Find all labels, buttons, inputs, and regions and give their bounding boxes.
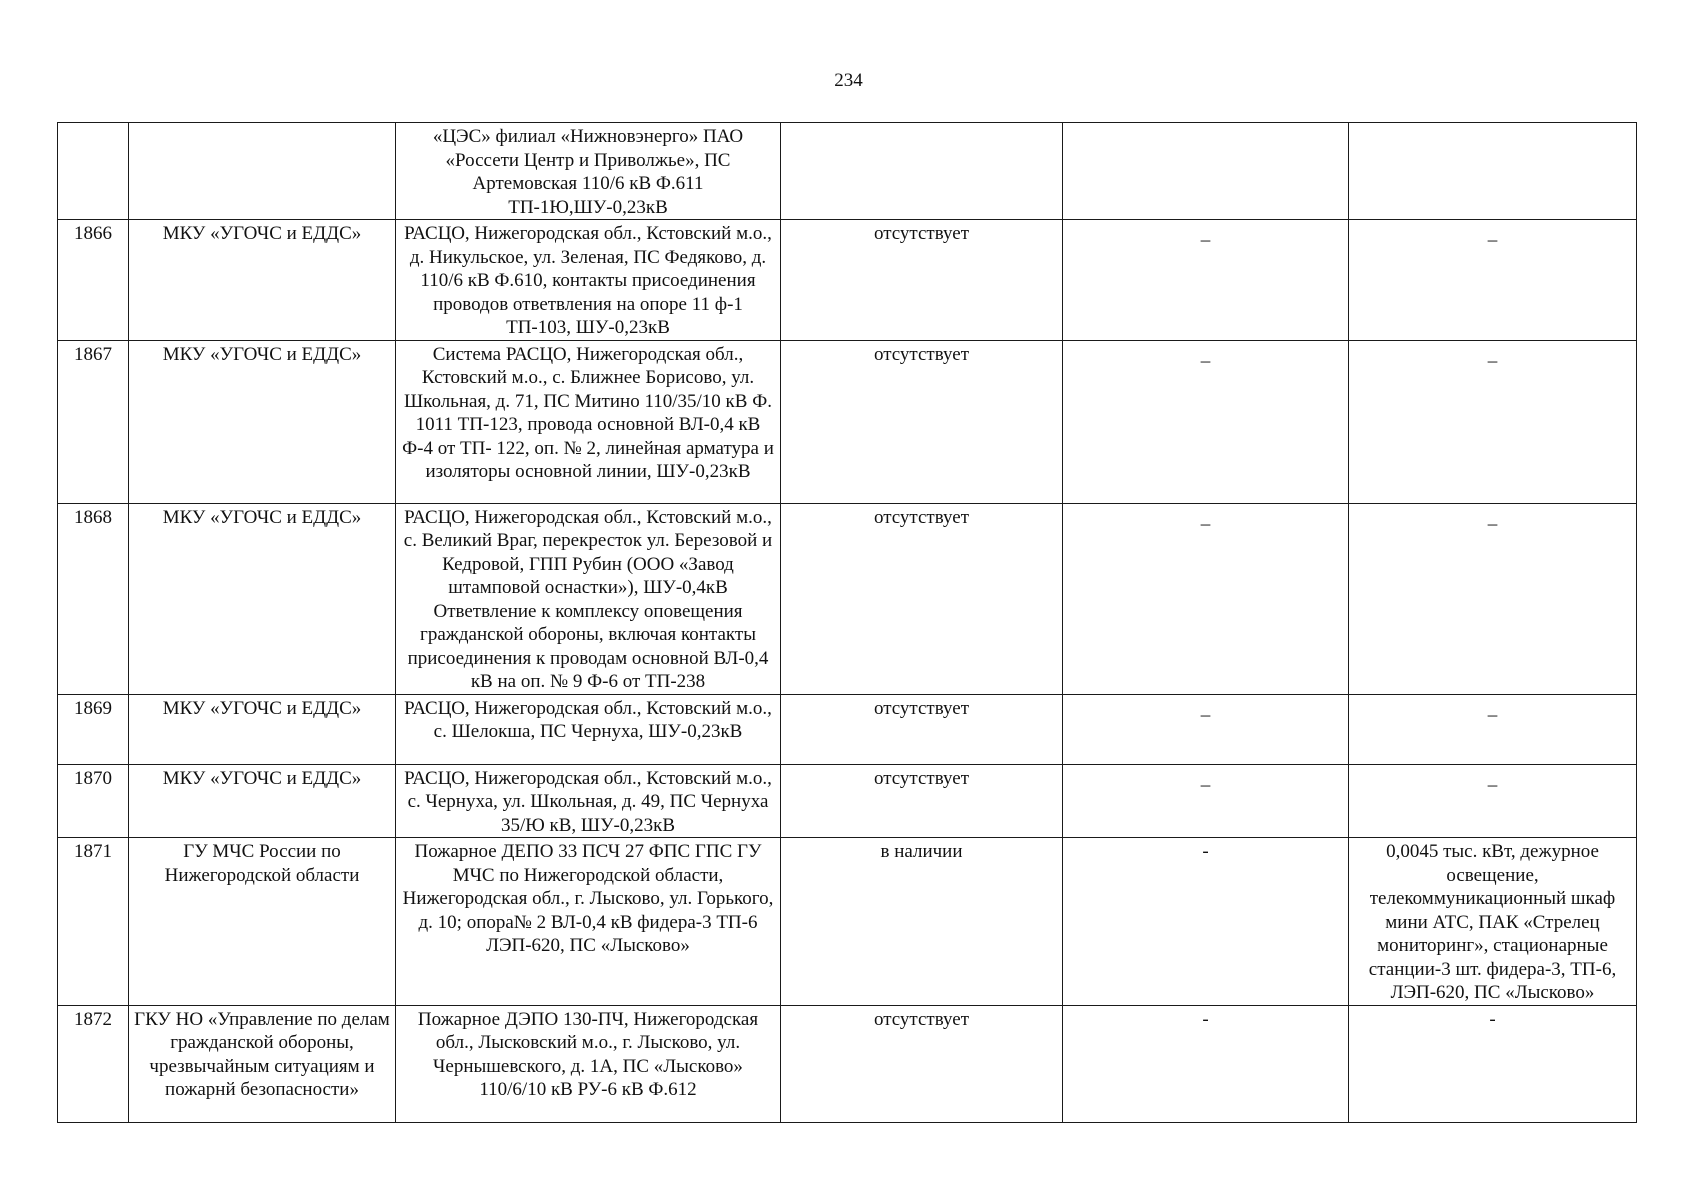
value-cell: - (1063, 838, 1349, 1006)
row-number-cell: 1871 (58, 838, 129, 1006)
object-cell: РАСЦО, Нижегородская обл., Кстовский м.о., д. Никульское, ул. Зеленая, ПС Федяково, д. 110/6 кВ Ф.610, контакты присоединения проводов ответвления на опоре 11 ф-1 ТП-103, ШУ-0,23кВ (396, 220, 781, 341)
status-cell: отсутствует (781, 340, 1063, 503)
details-cell: _ (1349, 764, 1637, 838)
status-cell: отсутствует (781, 503, 1063, 694)
status-cell: в наличии (781, 838, 1063, 1006)
row-number-cell: 1866 (58, 220, 129, 341)
organization-cell: МКУ «УГОЧС и ЕДДС» (129, 694, 396, 764)
details-cell (1349, 123, 1637, 220)
organization-cell: МКУ «УГОЧС и ЕДДС» (129, 503, 396, 694)
details-cell: _ (1349, 220, 1637, 341)
registry-table (57, 122, 1637, 1123)
status-cell: отсутствует (781, 694, 1063, 764)
object-cell: Система РАСЦО, Нижегородская обл., Кстовский м.о., с. Ближнее Борисово, ул. Школьная, д. 71, ПС Митино 110/35/10 кВ Ф. 1011 ТП-123, провода основной ВЛ-0,4 кВ Ф-4 от ТП- 122, оп. № 2, линейная арматура и изоляторы основной линии, ШУ-0,23кВ (396, 340, 781, 503)
value-cell: _ (1063, 340, 1349, 503)
object-cell: РАСЦО, Нижегородская обл., Кстовский м.о., с. Шелокша, ПС Чернуха, ШУ-0,23кВ (396, 694, 781, 764)
value-cell: - (1063, 1005, 1349, 1122)
table-row (58, 1005, 1637, 1122)
details-cell: 0,0045 тыс. кВт, дежурное освещение, телекоммуникационный шкаф мини АТС, ПАК «Стрелец мониторинг», стационарные станции-3 шт. фидера-3, ТП-6, ЛЭП-620, ПС «Лысково» (1349, 838, 1637, 1006)
value-cell: _ (1063, 694, 1349, 764)
object-cell: Пожарное ДЕПО 33 ПСЧ 27 ФПС ГПС ГУ МЧС по Нижегородской области, Нижегородская обл., г. Лысково, ул. Горького, д. 10; опора№ 2 ВЛ-0,4 кВ фидера-3 ТП-6 ЛЭП-620, ПС «Лысково» (396, 838, 781, 1006)
organization-cell: МКУ «УГОЧС и ЕДДС» (129, 220, 396, 341)
row-number-cell: 1869 (58, 694, 129, 764)
row-number-cell (58, 123, 129, 220)
details-cell: _ (1349, 503, 1637, 694)
status-cell: отсутствует (781, 764, 1063, 838)
status-cell: отсутствует (781, 1005, 1063, 1122)
organization-cell: МКУ «УГОЧС и ЕДДС» (129, 764, 396, 838)
organization-cell (129, 123, 396, 220)
row-number-cell: 1868 (58, 503, 129, 694)
table-row (58, 340, 1637, 503)
organization-cell: ГКУ НО «Управление по делам гражданской обороны, чрезвычайным ситуациям и пожарнй безопасности» (129, 1005, 396, 1122)
row-number-cell: 1872 (58, 1005, 129, 1122)
table-row (58, 503, 1637, 694)
row-number-cell: 1867 (58, 340, 129, 503)
object-cell: РАСЦО, Нижегородская обл., Кстовский м.о., с. Великий Враг, перекресток ул. Березовой и Кедровой, ГПП Рубин (ООО «Завод штамповой оснастки»), ШУ-0,4кВ Ответвление к комплексу оповещения гражданской обороны, включая контакты присоединения к проводам основной ВЛ-0,4 кВ на оп. № 9 Ф-6 от ТП-238 (396, 503, 781, 694)
table-row (58, 764, 1637, 838)
object-cell: РАСЦО, Нижегородская обл., Кстовский м.о., с. Чернуха, ул. Школьная, д. 49, ПС Чернуха 35/Ю кВ, ШУ-0,23кВ (396, 764, 781, 838)
object-cell: «ЦЭС» филиал «Нижновэнерго» ПАО «Россети Центр и Приволжье», ПС Артемовская 110/6 кВ Ф.611 ТП-1Ю,ШУ-0,23кВ (396, 123, 781, 220)
object-cell: Пожарное ДЭПО 130-ПЧ, Нижегородская обл., Лысковский м.о., г. Лысково, ул. Чернышевского, д. 1А, ПС «Лысково» 110/6/10 кВ РУ-6 кВ Ф.612 (396, 1005, 781, 1122)
table-row (58, 123, 1637, 220)
details-cell: _ (1349, 340, 1637, 503)
value-cell (1063, 123, 1349, 220)
value-cell: _ (1063, 764, 1349, 838)
status-cell (781, 123, 1063, 220)
table-row (58, 694, 1637, 764)
value-cell: _ (1063, 220, 1349, 341)
row-number-cell: 1870 (58, 764, 129, 838)
value-cell: _ (1063, 503, 1349, 694)
organization-cell: ГУ МЧС России по Нижегородской области (129, 838, 396, 1006)
status-cell: отсутствует (781, 220, 1063, 341)
page-number: 234 (834, 70, 863, 91)
details-cell: - (1349, 1005, 1637, 1122)
details-cell: _ (1349, 694, 1637, 764)
table-row (58, 220, 1637, 341)
table-row (58, 838, 1637, 1006)
organization-cell: МКУ «УГОЧС и ЕДДС» (129, 340, 396, 503)
